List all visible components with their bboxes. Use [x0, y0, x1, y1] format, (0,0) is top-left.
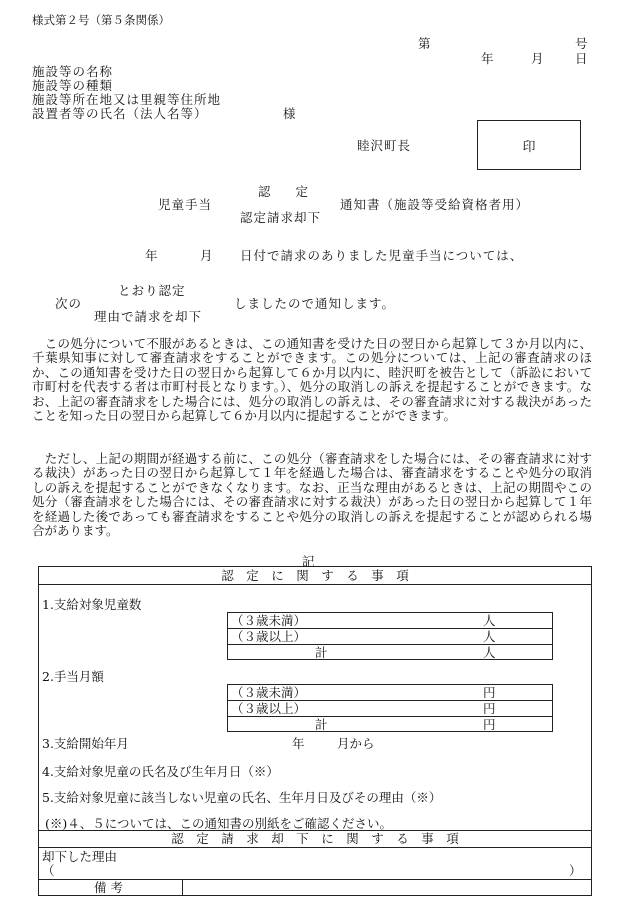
item-eligible-children-count: 1.支給対象児童数 [42, 597, 142, 612]
appeal-notice-paragraph-2: ただし、上記の期間が経過する前に、この処分（審査請求をした場合には、その審査請求に対する裁決）があった日の翌日から起算して１年を経過した場合は、審査請求をすることや処分の取消しの訴えを提起することができなくなります。なお、正当な理由があるときは、上記の期間やこの処分（審査請求をした場合には、その審査請求に対する裁決）があった日の翌日から起算して１年を経過した後であっても審査請求をすることや処分の取消しの訴えを提起することが認められる場合があります。 [32, 451, 592, 539]
allowance-total-label: 計 [315, 717, 328, 732]
divider [39, 584, 591, 585]
payment-start-month: 月から [337, 736, 375, 751]
allowance-under3-unit: 円 [483, 685, 496, 700]
title-certified: 認 定 [258, 184, 309, 199]
children-under3-unit: 人 [483, 613, 496, 628]
result-suffix: しましたので通知します。 [234, 296, 396, 311]
rejection-reason-label: 却下した理由 [42, 849, 118, 864]
attachment-note: (※)４、５については、この通知書の別紙をご確認ください。 [45, 816, 393, 831]
divider [39, 847, 591, 848]
result-rejected: 理由で請求を却下 [94, 309, 203, 324]
reason-paren-open: （ [42, 863, 55, 878]
allowance-over3-unit: 円 [483, 701, 496, 716]
children-over3-label: （３歳以上） [231, 629, 307, 644]
facility-address-label: 施設等所在地又は里親等住所地 [32, 92, 222, 107]
item-eligible-children-names: 4.支給対象児童の氏名及び生年月日（※） [42, 764, 279, 779]
allowance-over3-label: （３歳以上） [231, 701, 307, 716]
doc-number-suffix: 号 [575, 36, 588, 51]
children-under3-label: （３歳未満） [231, 613, 307, 628]
item-ineligible-children: 5.支給対象児童に該当しない児童の氏名、生年月日及びその理由（※） [42, 790, 442, 805]
item-monthly-allowance: 2.手当月額 [42, 669, 104, 684]
doc-number-prefix: 第 [418, 36, 431, 51]
seal-box [477, 120, 581, 170]
allowance-total-unit: 円 [483, 717, 496, 732]
facility-name-label: 施設等の名称 [32, 64, 114, 79]
allowance-under3-label: （３歳未満） [231, 685, 307, 700]
seal-label: 印 [522, 139, 536, 155]
date-day: 日 [575, 51, 588, 66]
issuer-name: 睦沢町長 [357, 138, 412, 153]
details-table [38, 566, 592, 896]
reason-paren-close: ） [569, 863, 582, 878]
appeal-notice-paragraph-1: この処分について不服があるときは、この通知書を受けた日の翌日から起算して３か月以内に、千葉県知事に対して審査請求をすることができます。この処分については、上記の審査請求のほか、この通知書を受けた日の翌日から起算して６か月以内に、睦沢町を被告として（訴訟において市町村を代表する者は市町村長となります。）、処分の取消しの訴えを提起することができます。なお、上記の審査請求をした場合には、処分の取消しの訴えは、その審査請求に対する裁決があったことを知った日の翌日から起算して６か月以内に提起することができます。 [32, 336, 592, 424]
children-total-label: 計 [315, 645, 328, 660]
date-year: 年 [481, 51, 494, 66]
item-payment-start: 3.支給開始年月 [42, 736, 129, 751]
honorific: 様 [283, 106, 296, 121]
result-prefix: 次の [55, 296, 83, 311]
children-over3-unit: 人 [483, 629, 496, 644]
title-rejected: 認定請求却下 [240, 210, 322, 225]
children-total-unit: 人 [483, 645, 496, 660]
date-month: 月 [531, 51, 544, 66]
payment-start-year: 年 [292, 736, 305, 751]
title-child-allowance: 児童手当 [158, 197, 213, 212]
remarks-label: 備考 [93, 880, 127, 895]
claim-month: 月 [200, 248, 213, 263]
form-number: 様式第２号（第５条関係） [32, 13, 170, 27]
ki-marker: 記 [302, 554, 315, 569]
facility-type-label: 施設等の種類 [32, 78, 114, 93]
claim-year: 年 [145, 248, 158, 263]
founder-name-label: 設置者等の氏名（法人名等） [32, 106, 208, 121]
section-certification-header: 認 定 に 関 す る 事 項 [221, 568, 409, 583]
claim-date-text: 日付で請求のありました児童手当については、 [240, 248, 524, 263]
result-certified: とおり認定 [118, 283, 186, 298]
title-notice: 通知書（施設等受給資格者用） [340, 197, 530, 212]
section-rejection-header: 認 定 請 求 却 下 に 関 す る 事 項 [171, 831, 459, 846]
